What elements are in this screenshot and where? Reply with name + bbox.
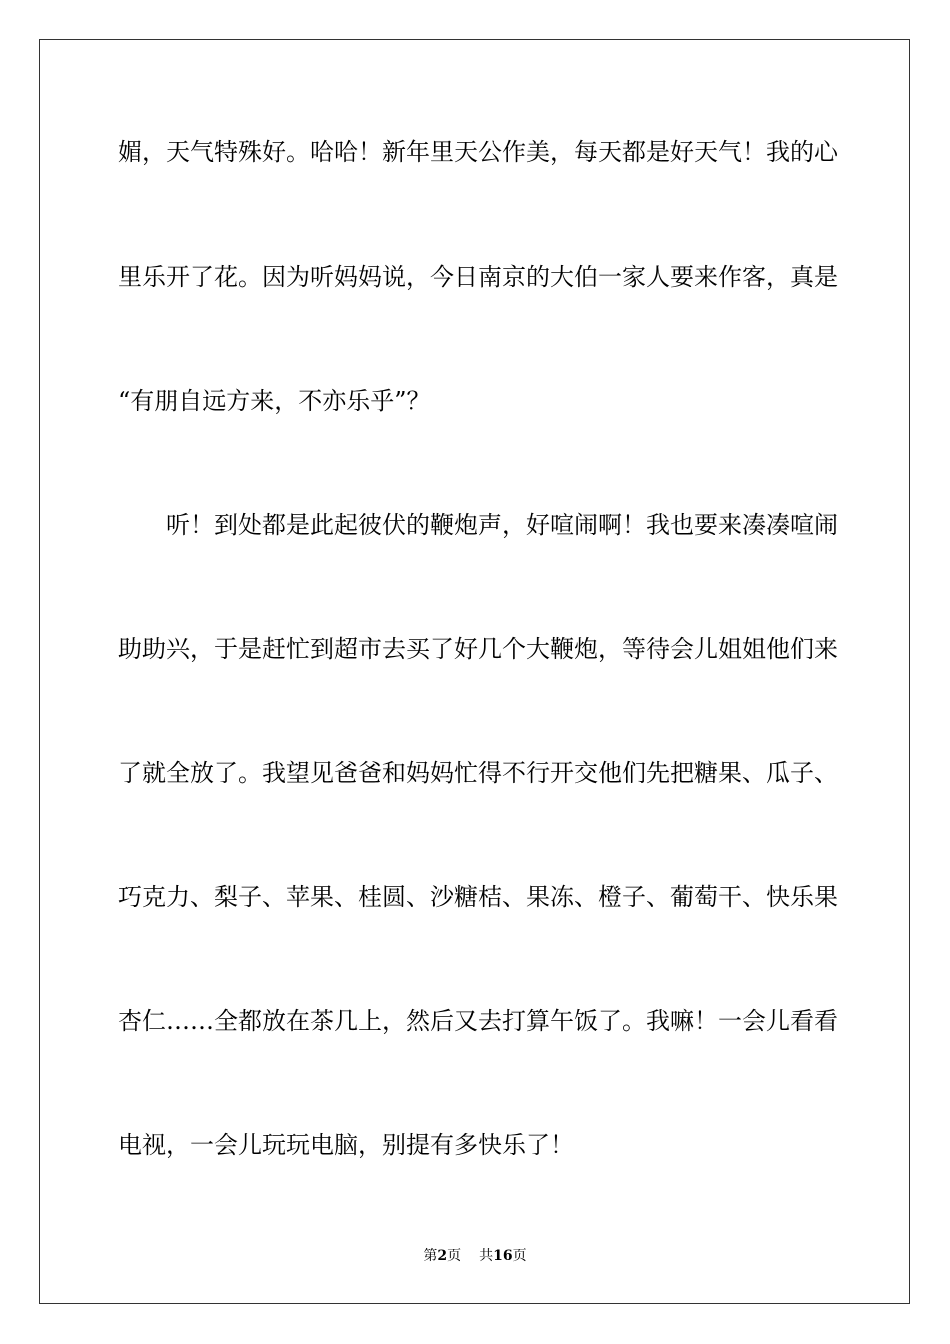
text-line-3: “有朋自远方来，不亦乐乎”？ [118, 387, 431, 415]
text-line-9: 电视，一会儿玩玩电脑，别提有多快乐了！ [118, 1131, 574, 1159]
page-number: 2 [437, 1248, 448, 1264]
total-pages: 16 [493, 1248, 513, 1264]
text-line-5: 助助兴，于是赶忙到超市去买了好几个大鞭炮，等待会儿姐姐他们来 [118, 635, 838, 663]
text-line-7: 巧克力、梨子、苹果、桂圆、沙糖桔、果冻、橙子、葡萄干、快乐果 [118, 883, 838, 911]
text-line-4: 听！到处都是此起彼伏的鞭炮声，好喧闹啊！我也要来凑凑喧闹 [118, 511, 838, 539]
page-frame [39, 39, 910, 1304]
text-line-2: 里乐开了花。因为听妈妈说，今日南京的大伯一家人要来作客，真是 [118, 263, 838, 291]
total-suffix: 页 [512, 1248, 527, 1264]
page-prefix: 第 [423, 1248, 438, 1264]
text-line-8: 杏仁……全都放在茶几上，然后又去打算午饭了。我嘛！一会儿看看 [118, 1007, 838, 1035]
page-suffix: 页 [447, 1248, 462, 1264]
page-footer [0, 1246, 950, 1266]
text-line-6: 了就全放了。我望见爸爸和妈妈忙得不行开交他们先把糖果、瓜子、 [118, 759, 838, 787]
total-prefix: 共 [479, 1248, 494, 1264]
text-line-1: 媚，天气特殊好。哈哈！新年里天公作美，每天都是好天气！我的心 [118, 138, 838, 166]
